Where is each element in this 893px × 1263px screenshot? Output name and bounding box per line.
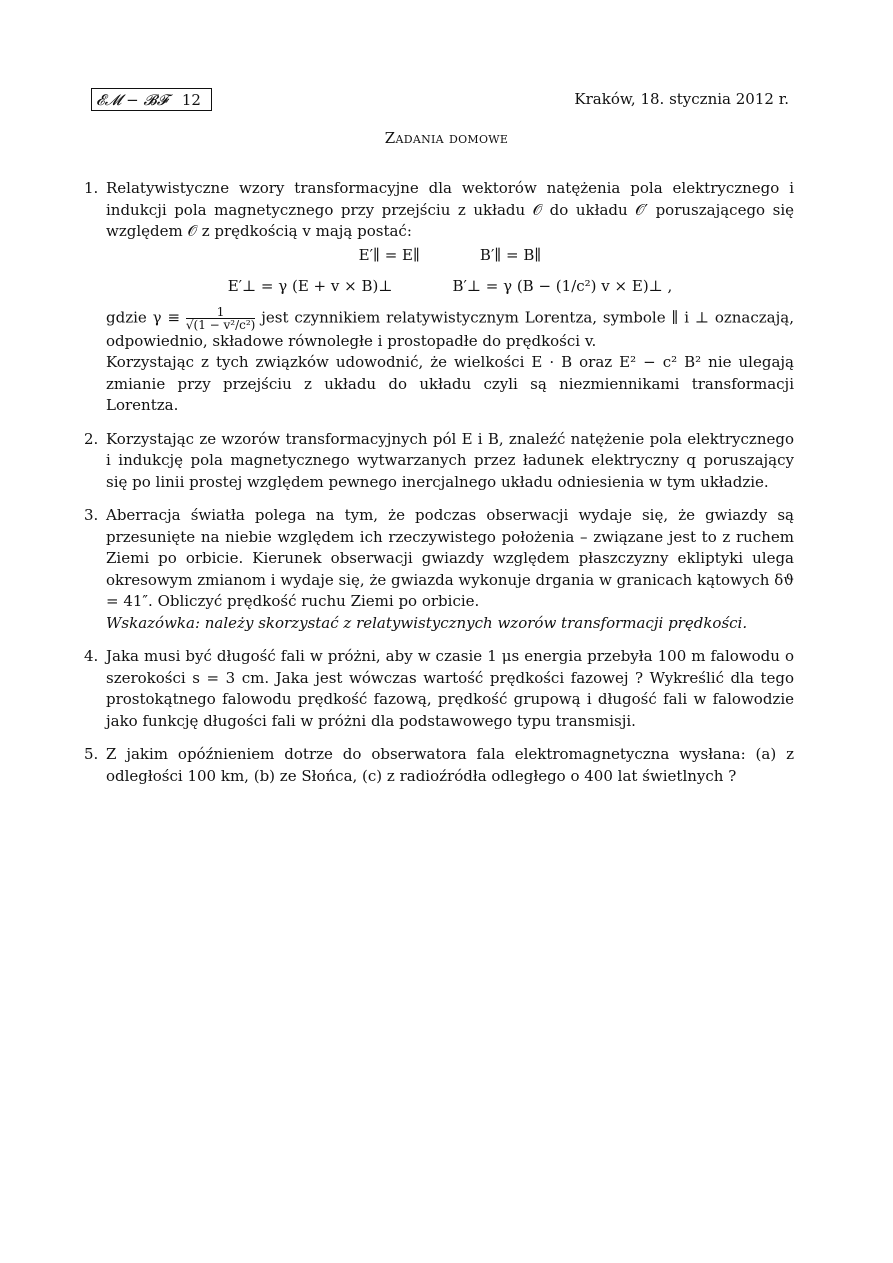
page-title: Zadania domowe xyxy=(384,129,509,147)
gamma-denominator: √(1 − v²/c²) xyxy=(185,317,256,332)
equation-b-perpendicular: B′⊥ = γ (B − (1/c²) v × E)⊥ , xyxy=(452,277,673,295)
problem-4 xyxy=(84,646,794,732)
gamma-numerator: 1 xyxy=(216,304,225,319)
course-tag: 𝓔𝓜 − 𝓑𝓕 xyxy=(96,91,168,109)
problem-number: 5. xyxy=(84,745,99,763)
equation-e-perpendicular: E′⊥ = γ (E + v × B)⊥ xyxy=(227,277,393,295)
problem-5-text: Z jakim opóźnieniem dotrze do obserwatora fala elektromagnetyczna wysłana: (a) z odległości 100 km, (b) ze Słońca, (c) z radioźródła odległego o 400 lat świetlnych ? xyxy=(106,745,794,785)
problem-2 xyxy=(84,429,794,494)
problem-number: 1. xyxy=(84,179,99,197)
gamma-prefix: gdzie γ ≡ xyxy=(106,308,181,326)
equation-parallel xyxy=(106,245,794,267)
problem-1 xyxy=(84,178,794,417)
problem-1-intro: Relatywistyczne wzory transformacyjne dla wektorów natężenia pola elektrycznego i indukcji pola magnetycznego przy przejściu z układu 𝒪 do układu 𝒪′ poruszającego się względem 𝒪 z prędkością v mają postać: xyxy=(106,179,794,240)
equation-perpendicular xyxy=(106,276,794,298)
problem-4-text: Jaka musi być długość fali w próżni, aby w czasie 1 μs energia przebyła 100 m falowodu o szerokości s = 3 cm. Jaka jest wówczas wartość prędkości fazowej ? Wykreślić dla tego prostokątnego falowodu prędkość fazową, prędkość grupową i długość fali w falowodzie jako funkcję długości fali w próżni dla podstawowego typu transmisji. xyxy=(106,647,794,730)
place-date: Kraków, 18. stycznia 2012 r. xyxy=(574,90,789,108)
gamma-definition xyxy=(106,306,794,353)
problem-1-task: Korzystając z tych związków udowodnić, że wielkości E · B oraz E² − c² B² nie ulegają zmianie przy przejściu z układu do układu czyli są niezmiennikami transformacji Lorentza. xyxy=(106,353,794,414)
course-tag-box xyxy=(91,88,212,111)
problem-5 xyxy=(84,744,794,787)
problem-number: 4. xyxy=(84,647,99,665)
gamma-fraction xyxy=(186,306,256,331)
problem-3-text: Aberracja światła polega na tym, że podczas obserwacji wydaje się, że gwiazdy są przesunięte na niebie względem ich rzeczywistego położenia – związane jest to z ruchem Ziemi po orbicie. Kierunek obserwacji gwiazdy względem płaszczyzny ekliptyki ulega okresowym zmianom i wydaje się, że gwiazda wykonuje drgania w granicach kątowych δϑ = 41″. Obliczyć prędkość ruchu Ziemi po orbicie. xyxy=(106,506,794,610)
equation-e-parallel: E′∥ = E∥ xyxy=(358,245,420,264)
problem-list xyxy=(84,178,794,799)
problem-2-text: Korzystając ze wzorów transformacyjnych pól E i B, znaleźć natężenie pola elektrycznego i indukcję pola magnetycznego wytwarzanych przez ładunek elektryczny q poruszający się po linii prostej względem pewnego inercjalnego układu odniesienia w tym układzie. xyxy=(106,429,794,491)
sheet-number: 12 xyxy=(181,91,201,109)
problem-3 xyxy=(84,505,794,634)
gamma-description: jest czynnikiem relatywistycznym Lorentza, symbole ∥ i ⊥ oznaczają, odpowiednio, składowe równoległe i prostopadłe do prędkości v. xyxy=(106,308,794,350)
problem-number: 3. xyxy=(84,506,99,524)
problem-number: 2. xyxy=(84,429,99,448)
equation-b-parallel: B′∥ = B∥ xyxy=(479,245,542,264)
problem-3-hint: Wskazówka: należy skorzystać z relatywistycznych wzorów transformacji prędkości. xyxy=(106,613,748,632)
